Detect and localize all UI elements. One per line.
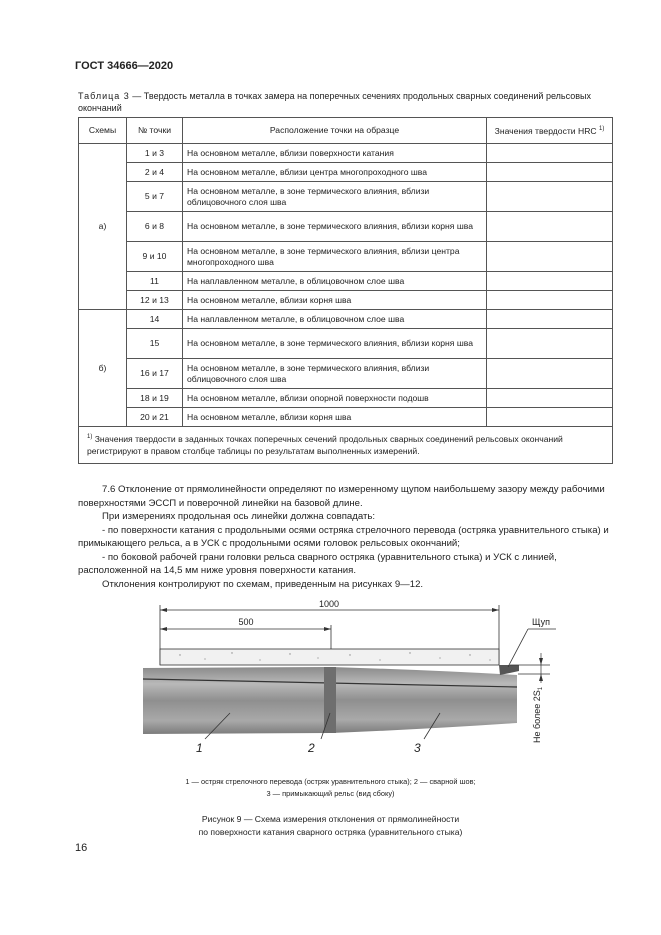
hardness-cell — [487, 182, 613, 212]
body-text — [78, 483, 613, 591]
probe-icon — [499, 665, 519, 675]
location-cell: На основном металле, вблизи опорной поверхности подошв — [183, 389, 487, 408]
hardness-cell — [487, 272, 613, 291]
header-hardness-text: Значения твердости HRC — [494, 125, 597, 136]
adjacent-rail — [331, 667, 517, 733]
dimension-1000-label: 1000 — [318, 599, 340, 609]
table-row — [79, 212, 613, 242]
paragraph-axis: При измерениях продольная ось линейки должна совпадать: — [102, 511, 376, 522]
table-row — [79, 359, 613, 389]
point-cell: 9 и 10 — [127, 242, 183, 272]
hardness-cell — [487, 291, 613, 310]
table-caption — [78, 90, 613, 114]
location-cell: На основном металле, вблизи корня шва — [183, 408, 487, 427]
table-row — [79, 329, 613, 359]
footnote-sup: 1) — [87, 434, 93, 440]
point-cell: 15 — [127, 329, 183, 359]
table-row — [79, 242, 613, 272]
table-row — [79, 291, 613, 310]
figure-title-line-1: Рисунок 9 — Схема измерения отклонения от прямолинейности — [201, 814, 460, 824]
table-footnote — [79, 427, 613, 464]
hardness-cell — [487, 310, 613, 329]
point-cell: 20 и 21 — [127, 408, 183, 427]
location-cell: На основном металле, в зоне термического влияния, вблизи центра многопроходного шва — [183, 242, 487, 272]
point-cell: 5 и 7 — [127, 182, 183, 212]
hardness-cell — [487, 389, 613, 408]
scheme-cell: а) — [79, 144, 127, 310]
location-cell: На основном металле, в зоне термического влияния, вблизи корня шва — [183, 329, 487, 359]
hardness-cell — [487, 408, 613, 427]
header-schemes: Схемы — [79, 118, 127, 144]
point-cell: 6 и 8 — [127, 212, 183, 242]
point-cell: 2 и 4 — [127, 163, 183, 182]
point-cell: 12 и 13 — [127, 291, 183, 310]
side-dimension-label: Не более $2S_1$ — [532, 686, 544, 743]
point-cell: 11 — [127, 272, 183, 291]
hardness-table — [78, 117, 613, 464]
hardness-cell — [487, 144, 613, 163]
table-caption-label: Таблица 3 — [78, 91, 130, 101]
figure-legend-line-1: 1 — остряк стрелочного перевода (остряк уравнительного стыка); 2 — сварной шов; — [185, 777, 476, 786]
location-cell: На основном металле, в зоне термического влияния, вблизи облицовочного слоя шва — [183, 359, 487, 389]
paragraph-item-2: - по боковой рабочей грани головки рельса сварного остряка (уравнительного стыка) и УСК с линией, расположенной на 14,5 мм ниже уровня поверхности катания. — [78, 551, 557, 576]
header-hardness-sup: 1) — [599, 126, 605, 133]
location-cell: На основном металле, вблизи центра многопроходного шва — [183, 163, 487, 182]
paragraph-schemes: Отклонения контролируют по схемам, приведенным на рисунках 9—12. — [102, 578, 424, 590]
point-cell: 1 и 3 — [127, 144, 183, 163]
table-row — [79, 272, 613, 291]
hardness-cell — [487, 359, 613, 389]
location-cell: На основном металле, в зоне термического влияния, вблизи корня шва — [183, 212, 487, 242]
table-row — [79, 163, 613, 182]
label-3: 3 — [414, 741, 421, 755]
header-point-no: № точки — [127, 118, 183, 144]
scheme-cell: б) — [79, 310, 127, 427]
figure-9-diagram — [0, 595, 661, 765]
straightedge — [160, 649, 499, 665]
label-1: 1 — [196, 741, 203, 755]
header-location: Расположение точки на образце — [183, 118, 487, 144]
probe-label: Щуп — [532, 617, 551, 627]
hardness-cell — [487, 163, 613, 182]
table-row — [79, 389, 613, 408]
point-cell: 18 и 19 — [127, 389, 183, 408]
figure-legend-line-2: 3 — примыкающий рельс (вид сбоку) — [266, 789, 395, 798]
hardness-cell — [487, 242, 613, 272]
figure-title-line-2: по поверхности катания сварного остряка (уравнительного стыка) — [198, 827, 463, 837]
hardness-cell — [487, 329, 613, 359]
weld-seam — [324, 667, 336, 733]
location-cell: На наплавленном металле, в облицовочном слое шва — [183, 272, 487, 291]
location-cell: На основном металле, вблизи корня шва — [183, 291, 487, 310]
location-cell: На основном металле, вблизи поверхности катания — [183, 144, 487, 163]
footnote-text: Значения твердости в заданных точках поперечных сечений продольных сварных соединений рельсовых окончаний регистрируют в правом столбце таблицы по результатам выполненных измерений. — [87, 433, 563, 456]
table-caption-text: — Твердость металла в точках замера на поперечных сечениях продольных сварных соединений рельсовых окончаний — [78, 91, 591, 113]
table-row — [79, 310, 613, 329]
table-row — [79, 408, 613, 427]
paragraph-item-1: - по поверхности катания с продольными осями остряка стрелочного перевода (остряка уравнительного стыка) и примыкающего рельса, а в УСК с продольными осями головок рельсовых окончаний; — [78, 524, 609, 549]
point-cell: 14 — [127, 310, 183, 329]
dimension-500-label: 500 — [238, 617, 254, 627]
header-hardness — [487, 118, 613, 144]
table-row — [79, 144, 613, 163]
footnote-row — [79, 427, 613, 464]
paragraph-7-6: 7.6 Отклонение от прямолинейности определяют по измеренному щупом наибольшему зазору между рабочими поверхностями ЭССП и поверочной линейки на базовой длине. — [78, 484, 605, 509]
table-row — [79, 182, 613, 212]
location-cell: На основном металле, в зоне термического влияния, вблизи облицовочного слоя шва — [183, 182, 487, 212]
location-cell: На наплавленном металле, в облицовочном слое шва — [183, 310, 487, 329]
switch-blade-rail — [143, 667, 331, 734]
hardness-cell — [487, 212, 613, 242]
document-header: ГОСТ 34666—2020 — [75, 60, 174, 72]
page-number: 16 — [75, 842, 88, 854]
point-cell: 16 и 17 — [127, 359, 183, 389]
table-header-row — [79, 118, 613, 144]
label-2: 2 — [308, 741, 315, 755]
